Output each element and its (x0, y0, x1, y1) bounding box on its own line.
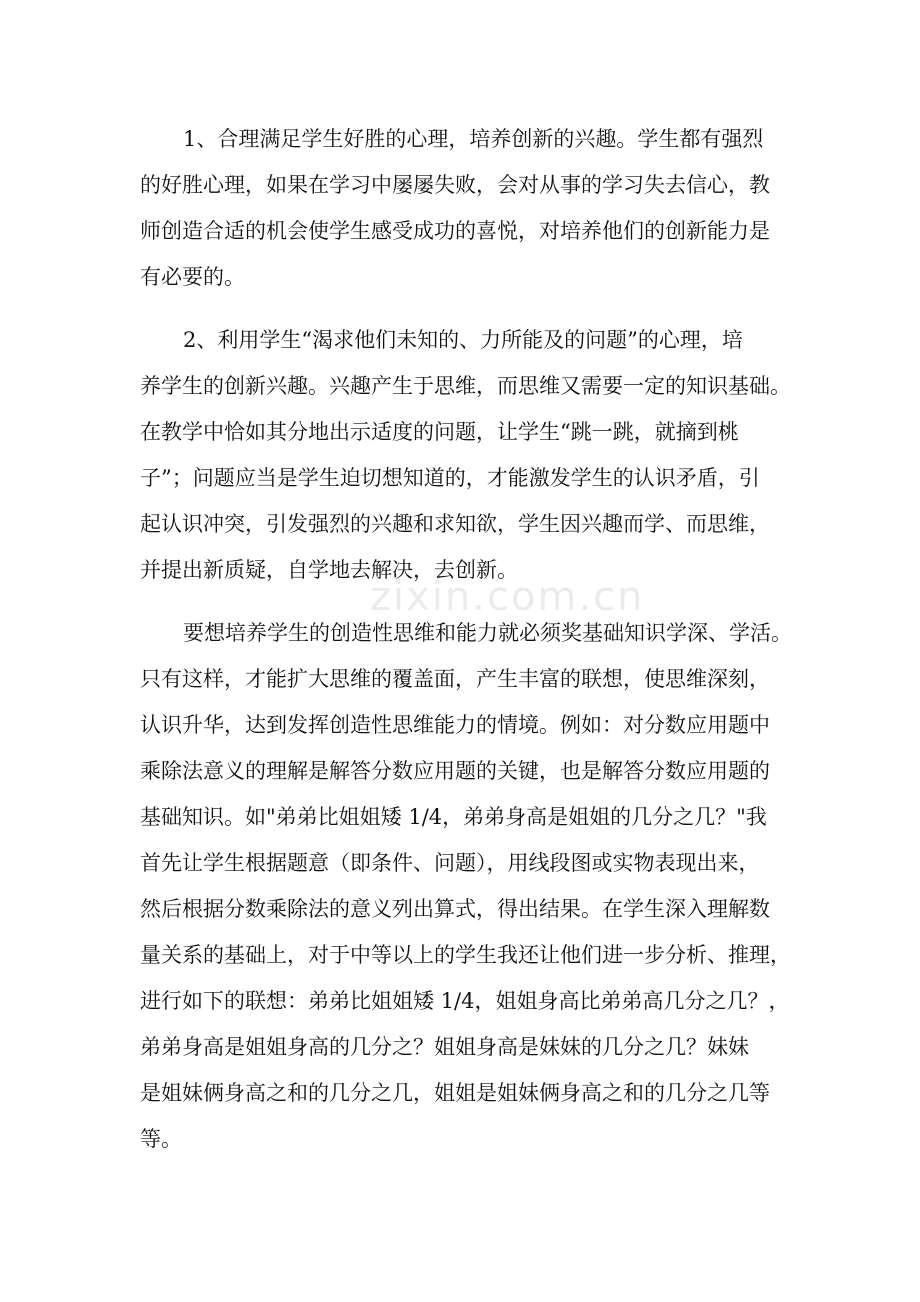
paragraph-line: 弟弟身高是姐姐身高的几分之？姐姐身高是妹妹的几分之几？妹妹 (140, 1035, 749, 1059)
paragraph-line: 师创造合适的机会使学生感受成功的喜悦，对培养他们的创新能力是 (140, 219, 770, 243)
paragraph-line: 2、利用学生“渴求他们未知的、力所能及的问题”的心理，培 (183, 328, 743, 352)
paragraph-line: 在教学中恰如其分地出示适度的问题，让学生“跳一跳，就摘到桃 (140, 420, 739, 444)
paragraph-line: 起认识冲突，引发强烈的兴趣和求知欲，学生因兴趣而学、而思维， (140, 512, 770, 536)
paragraph-line: 量关系的基础上，对于中等以上的学生我还让他们进一步分析、推理， (140, 943, 791, 967)
paragraph-line: 等。 (140, 1127, 182, 1151)
paragraph-line: 然后根据分数乘除法的意义列出算式，得出结果。在学生深入理解数 (140, 897, 770, 921)
paragraph-line: 的好胜心理，如果在学习中屡屡失败，会对从事的学习失去信心，教 (140, 173, 770, 197)
paragraph-line: 养学生的创新兴趣。兴趣产生于思维，而思维又需要一定的知识基础。 (140, 374, 791, 398)
paragraph-line: 基础知识。如"弟弟比姐姐矮 1/4，弟弟身高是姐姐的几分之几？"我 (140, 805, 767, 829)
paragraph-line: 1、合理满足学生好胜的心理，培养创新的兴趣。学生都有强烈 (183, 127, 764, 151)
paragraph-line: 有必要的。 (140, 265, 245, 289)
paragraph-line: 子”；问题应当是学生迫切想知道的，才能激发学生的认识矛盾，引 (140, 466, 760, 490)
paragraph-line: 认识升华，达到发挥创造性思维能力的情境。例如：对分数应用题中 (140, 713, 770, 737)
paragraph-line: 首先让学生根据题意（即条件、问题），用线段图或实物表现出来， (140, 851, 760, 875)
paragraph-line: 是姐妹俩身高之和的几分之几，姐姐是姐妹俩身高之和的几分之几等 (140, 1081, 770, 1105)
paragraph-line: 要想培养学生的创造性思维和能力就必须奖基础知识学深、学活。 (183, 621, 792, 645)
paragraph-line: 并提出新质疑，自学地去解决，去创新。 (140, 558, 518, 582)
watermark: zixin.com.cn (370, 574, 645, 620)
paragraph-line: 只有这样，才能扩大思维的覆盖面，产生丰富的联想，使思维深刻， (140, 667, 770, 691)
paragraph-line: 进行如下的联想：弟弟比姐姐矮 1/4，姐姐身高比弟弟高几分之几？， (140, 989, 790, 1013)
paragraph-line: 乘除法意义的理解是解答分数应用题的关键，也是解答分数应用题的 (140, 759, 770, 783)
